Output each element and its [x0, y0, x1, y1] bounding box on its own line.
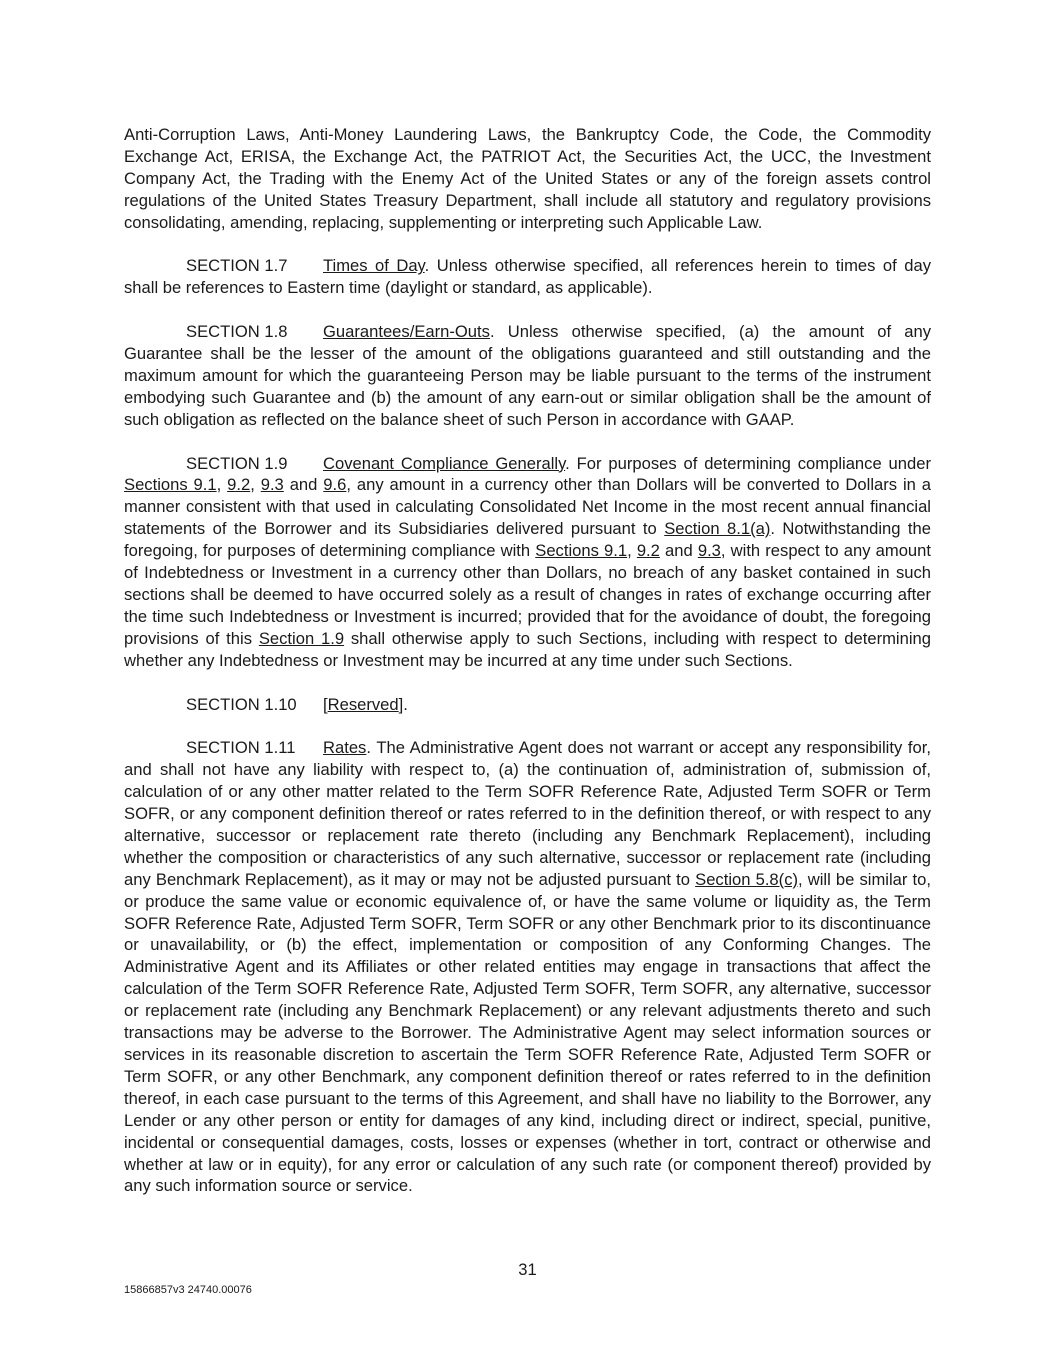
section-title: Reserved [327, 694, 399, 714]
body-text: , any amount in a currency other than Dollars will be converted to Dollars in a manner consistent with that used in calculating Consolidated Net Income in the most recent annual financial statements of the Borrower and its Subsidiaries delivered pursuant to [124, 475, 931, 539]
body-text: , [216, 475, 228, 495]
bracket-close: ]. [398, 694, 408, 714]
body-text: shall otherwise apply to such Sections, including with respect to determining whether any Indebtedness or Investment may be incurred at any time under such Sections. [124, 628, 931, 670]
body-text: . The Administrative Agent does not warrant or accept any responsibility for, and shall not have any liability with respect to, (a) the continuation of, administration of, submission of, calculation of or any other matter related to the Term SOFR Reference Rate, Adjusted Term SOFR or Term SOFR, or any component definition thereof or rates referred to in the definition thereof, or with respect to any alternative, successor or replacement rate thereto (including any Benchmark Replacement), including whether the composition or characteristics of any such alternative, successor or replacement rate (including any Benchmark Replacement), as it may or may not be adjusted pursuant to [124, 738, 931, 889]
document-id: 15866857v3 24740.00076 [124, 1284, 252, 1296]
intro-paragraph [124, 124, 931, 234]
section-number: SECTION 1.11 [186, 738, 296, 758]
cross-reference: Section 5.8(c) [695, 869, 799, 889]
body-text: , will be similar to, or produce the same value or economic equivalence of, or have the same volume or liquidity as, the Term SOFR Reference Rate, Adjusted Term SOFR, Term SOFR or any other Benchmark prior to its discontinuance or unavailability, or (b) the effect, implementation or composition of any Conforming Changes. The Administrative Agent and its Affiliates or other related entities may engage in transactions that affect the calculation of the Term SOFR Reference Rate, Adjusted Term SOFR, Term SOFR, any alternative, successor or replacement rate (including any Benchmark Replacement) or any relevant adjustments thereto and such transactions may be adverse to the Borrower. The Administrative Agent may select information sources or services in its reasonable discretion to ascertain the Term SOFR Reference Rate, Adjusted Term SOFR or Term SOFR, or any other Benchmark, any component definition thereof or rates referred to in the definition thereof, in each case pursuant to the terms of this Agreement, and shall have no liability to the Borrower, any Lender or any other person or entity for damages of any kind, including direct or indirect, special, punitive, incidental or consequential damages, costs, losses or expenses (whether in tort, contract or otherwise and whether at law or in equity), for any error or calculation of any such rate (or component thereof) provided by any such information source or service. [124, 869, 931, 1196]
body-text: , [250, 475, 261, 495]
cross-reference: 9.3 [260, 475, 284, 495]
bracket-open: [ [323, 694, 328, 714]
page-number: 31 [518, 1260, 537, 1279]
cross-reference: Section 1.9 [258, 628, 345, 648]
cross-reference: 9.2 [227, 475, 251, 495]
cross-reference: 9.6 [323, 475, 347, 495]
section-1-8 [124, 321, 931, 431]
section-number: SECTION 1.7 [186, 256, 288, 276]
cross-reference: Sections 9.1 [535, 541, 628, 561]
section-body: . Unless otherwise specified, all references herein to times of day shall be references to Eastern time (daylight or standard, as applicable). [124, 256, 931, 298]
cross-reference: Section 8.1(a) [664, 519, 771, 539]
section-number: SECTION 1.8 [186, 322, 288, 342]
section-1-7 [124, 255, 931, 299]
section-number: SECTION 1.10 [186, 694, 297, 714]
section-title: Covenant Compliance Generally [323, 453, 566, 473]
body-text: . For purposes of determining compliance under [565, 453, 931, 473]
intro-text: Anti-Corruption Laws, Anti-Money Laundering Laws, the Bankruptcy Code, the Code, the Commodity Exchange Act, ERISA, the Exchange Act, the PATRIOT Act, the Securities Act, the UCC, the Investment Company Act, the Trading with the Enemy Act of the United States or any of the foreign assets control regulations of the United States Treasury Department, shall include all statutory and regulatory provisions consolidating, amending, replacing, supplementing or interpreting such Applicable Law. [124, 125, 931, 232]
body-text: , with respect to any amount of Indebtedness or Investment in a currency other than Dollars, no breach of any basket contained in such sections shall be deemed to have occurred solely as a result of changes in rates of exchange occurring after the time such Indebtedness or Investment is incurred; provided that for the avoidance of doubt, the foregoing provisions of this [124, 541, 931, 648]
section-1-10 [124, 694, 931, 716]
document-page [124, 124, 931, 1219]
cross-reference: 9.2 [636, 541, 660, 561]
section-1-11 [124, 737, 931, 1197]
body-text: and [659, 541, 698, 561]
body-text: and [283, 475, 324, 495]
section-title: Rates [323, 738, 367, 758]
cross-reference: Sections 9.1 [124, 475, 217, 495]
section-body: . Unless otherwise specified, (a) the amount of any Guarantee shall be the lesser of the amount of the obligations guaranteed and still outstanding and the maximum amount for which the guaranteeing Person may be liable pursuant to the terms of the instrument embodying such Guarantee and (b) the amount of any earn-out or similar obligation shall be the amount of such obligation as reflected on the balance sheet of such Person in accordance with GAAP. [124, 322, 931, 429]
cross-reference: 9.3 [697, 541, 721, 561]
section-title: Guarantees/Earn-Outs [323, 322, 490, 342]
body-text: , [627, 541, 637, 561]
section-title: Times of Day [323, 256, 425, 276]
body-text: . Notwithstanding the foregoing, for purposes of determining compliance with [124, 519, 931, 561]
section-1-9 [124, 453, 931, 672]
section-number: SECTION 1.9 [186, 453, 288, 473]
